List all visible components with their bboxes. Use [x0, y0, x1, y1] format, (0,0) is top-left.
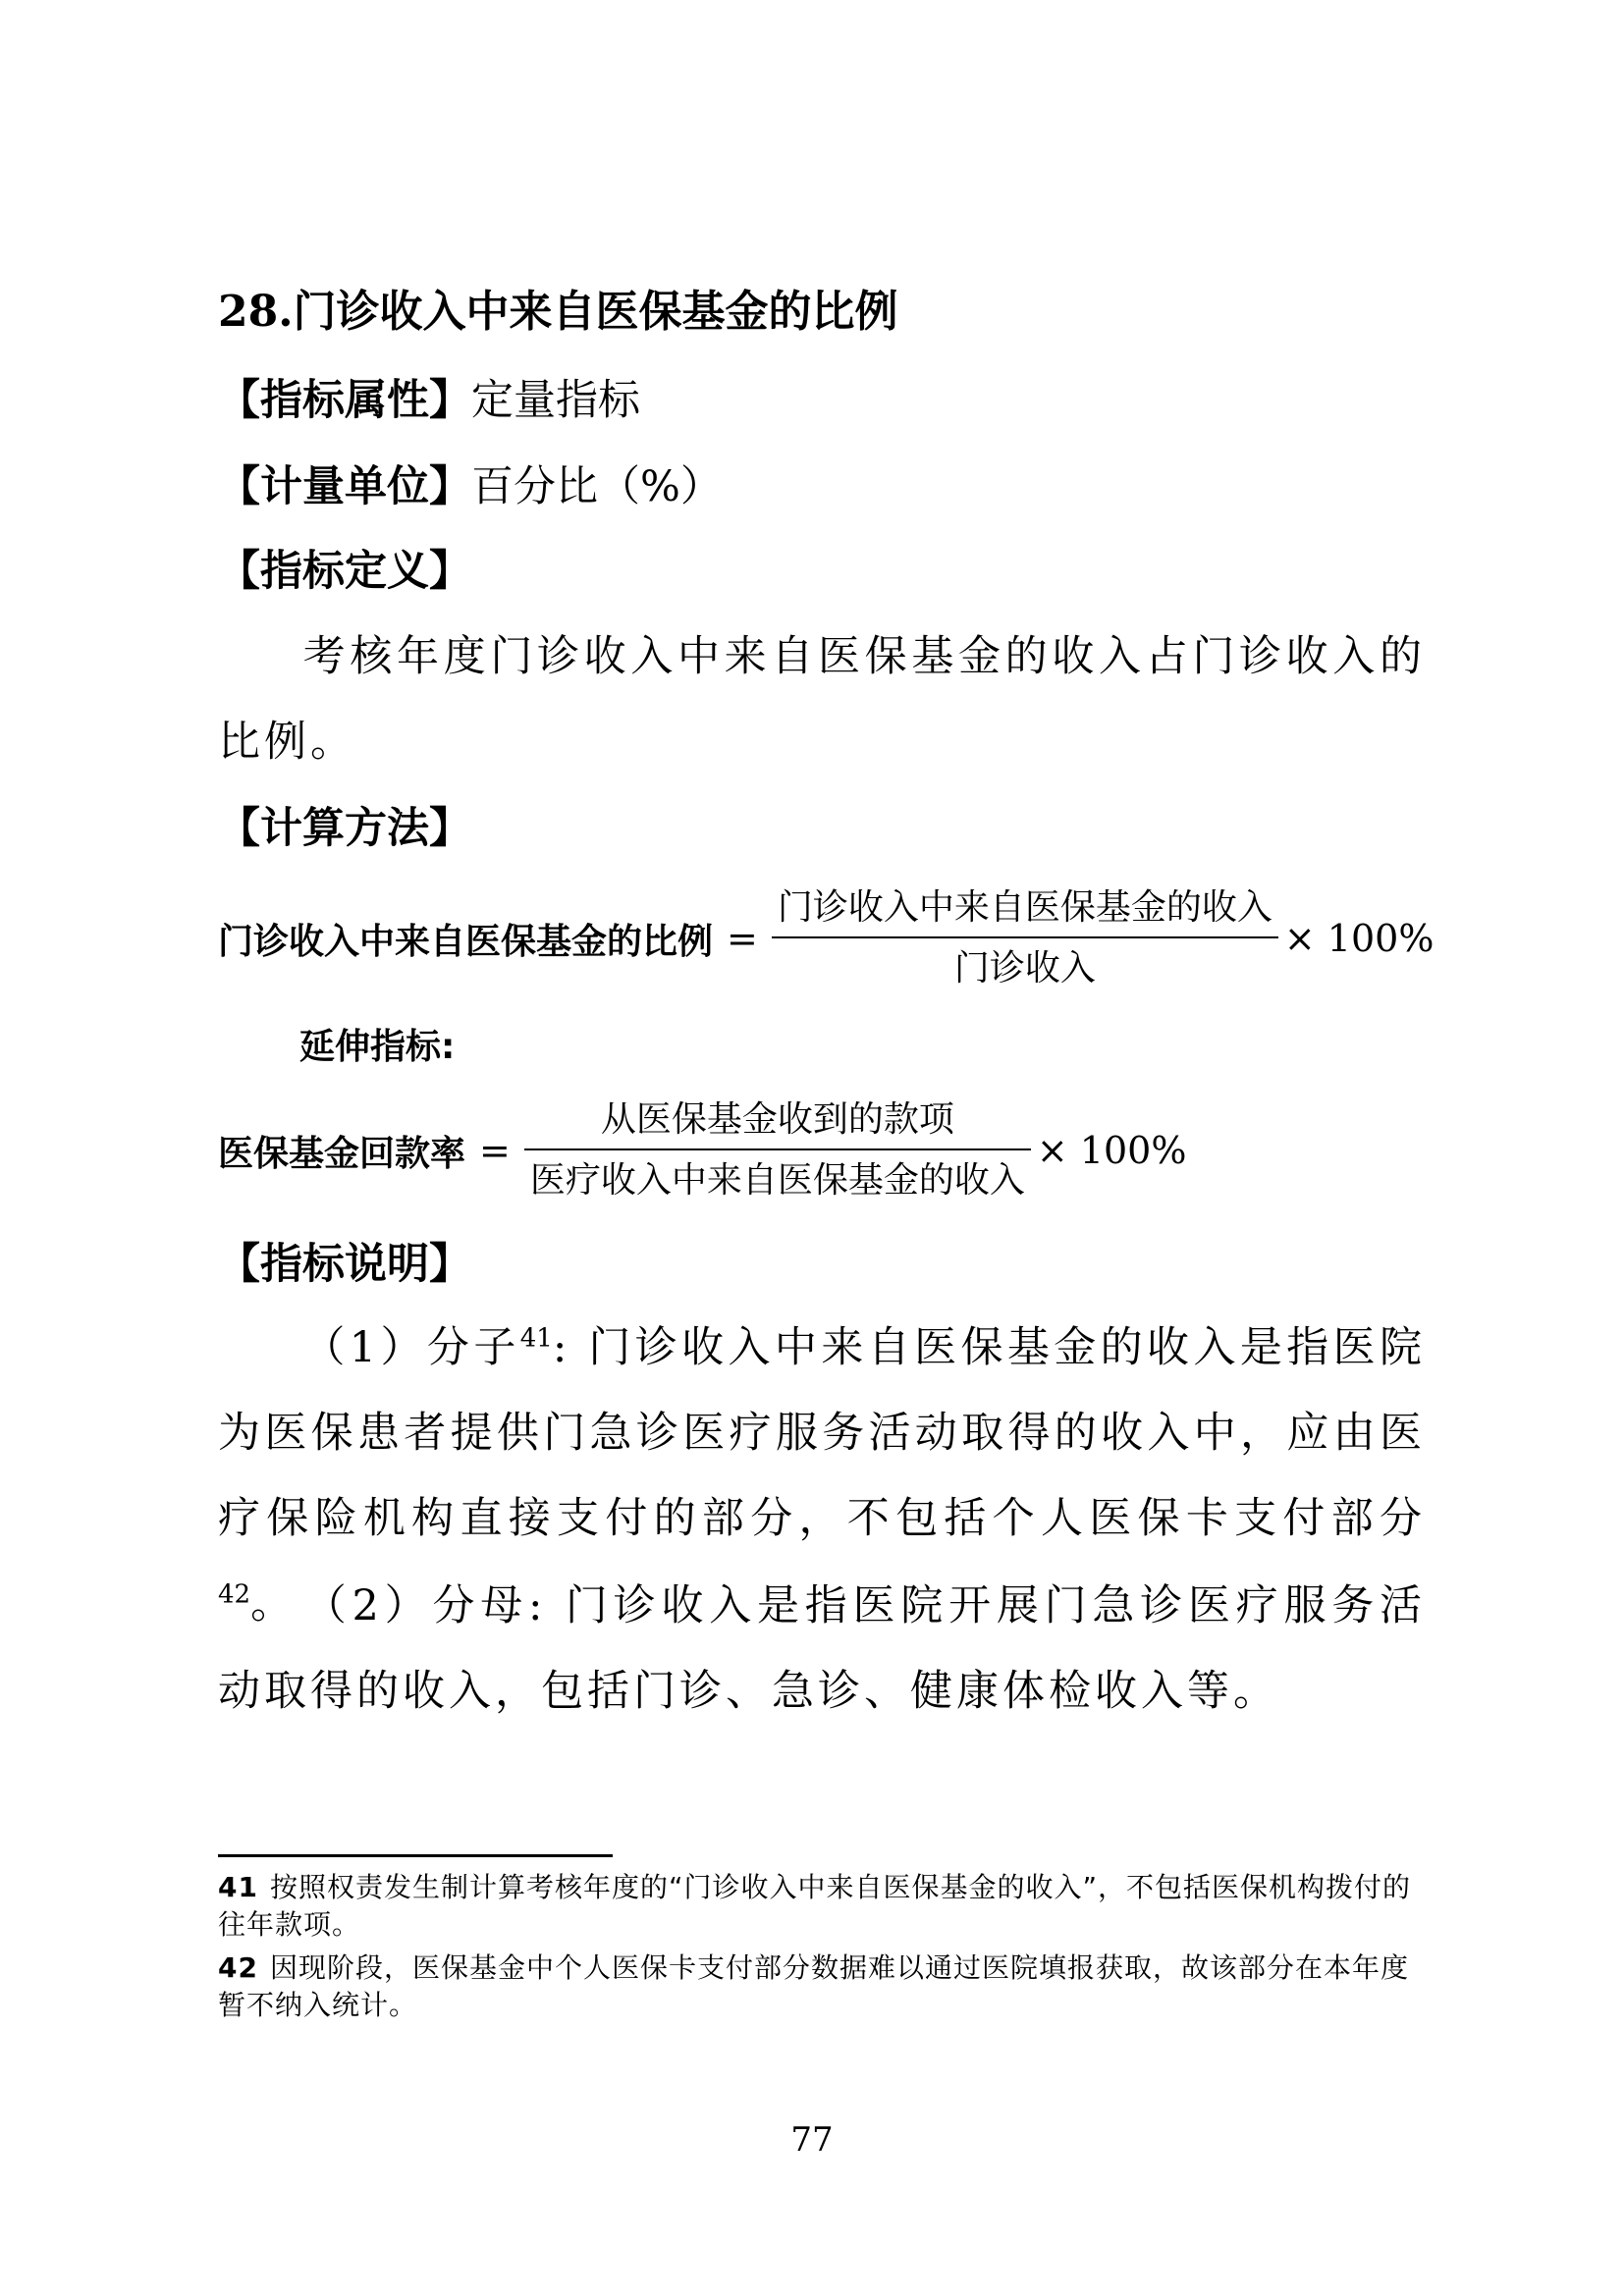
formula1-lhs: 门诊收入中来自医保基金的比例 [218, 921, 714, 962]
footnote-ref-41[interactable]: 41 [519, 1323, 553, 1354]
page-number: 77 [790, 2120, 834, 2160]
property-label: 【指标属性】 [218, 376, 471, 425]
explain-label: 【指标说明】 [218, 1240, 471, 1289]
formula1-denominator: 门诊收入 [953, 948, 1096, 988]
definition-label: 【指标定义】 [218, 547, 471, 596]
formula-fund-recovery-rate [218, 1095, 1186, 1205]
unit-value: 百分比（%） [471, 462, 723, 511]
footnote-41 [218, 1869, 1435, 1944]
footnote-separator [218, 1854, 613, 1857]
extension-indicator-label: 延伸指标: [299, 1027, 456, 1067]
explain-item1-prefix: （1）分子 [302, 1323, 520, 1372]
formula2-fraction [524, 1095, 1031, 1205]
formula1-numerator: 门诊收入中来自医保基金的收入 [777, 887, 1272, 928]
property-value: 定量指标 [471, 376, 640, 425]
formula-outpatient-ratio [218, 883, 1434, 993]
explain-item2-text: （2）分母: 门诊收入是指医院开展门急诊医疗服务活动取得的收入，包括门诊、急诊、健康体检收入等。 [218, 1581, 1426, 1716]
formula2-equals: = [479, 1129, 511, 1172]
footnote-number: 41 [218, 1871, 258, 1903]
footnote-42 [218, 1949, 1435, 2024]
formula2-numerator: 从医保基金收到的款项 [600, 1099, 954, 1140]
footnote-text: 因现阶段，医保基金中个人医保卡支付部分数据难以通过医院填报获取，故该部分在本年度暂不纳入统计。 [218, 1951, 1409, 2021]
formula2-denominator: 医疗收入中来自医保基金的收入 [529, 1160, 1025, 1201]
definition-text: 考核年度门诊收入中来自医保基金的收入占门诊收入的比例。 [218, 632, 1426, 767]
unit-label: 【计量单位】 [218, 462, 471, 511]
footnote-ref-42[interactable]: 42 [218, 1579, 251, 1610]
unit-row [218, 457, 723, 516]
explain-label-row [218, 1235, 471, 1294]
explain-item1-end: 。 [250, 1579, 298, 1629]
property-row [218, 371, 640, 430]
definition-paragraph [218, 614, 1426, 785]
formula2-lhs: 医保基金回款率 [218, 1133, 466, 1174]
method-label: 【计算方法】 [218, 804, 471, 853]
explain-item-2 [218, 1564, 1426, 1735]
definition-label-row [218, 542, 471, 601]
formula2-fraction-bar [524, 1148, 1031, 1150]
formula1-fraction [772, 883, 1278, 993]
explain-item1-text: : 门诊收入中来自医保基金的收入是指医院为医保患者提供门急诊医疗服务活动取得的收入中，应由医疗保险机构直接支付的部分，不包括个人医保卡支付部分 [218, 1323, 1427, 1543]
footnote-number: 42 [218, 1951, 258, 1984]
formula1-fraction-bar [772, 936, 1278, 938]
footnote-text: 按照权责发生制计算考核年度的“门诊收入中来自医保基金的收入”，不包括医保机构拨付的往年款项。 [218, 1871, 1411, 1941]
formula1-multiplier: × 100% [1283, 917, 1435, 960]
section-heading: 28.门诊收入中来自医保基金的比例 [218, 287, 898, 337]
method-label-row [218, 799, 471, 858]
formula1-equals: = [727, 917, 758, 960]
formula2-multiplier: × 100% [1036, 1129, 1187, 1172]
